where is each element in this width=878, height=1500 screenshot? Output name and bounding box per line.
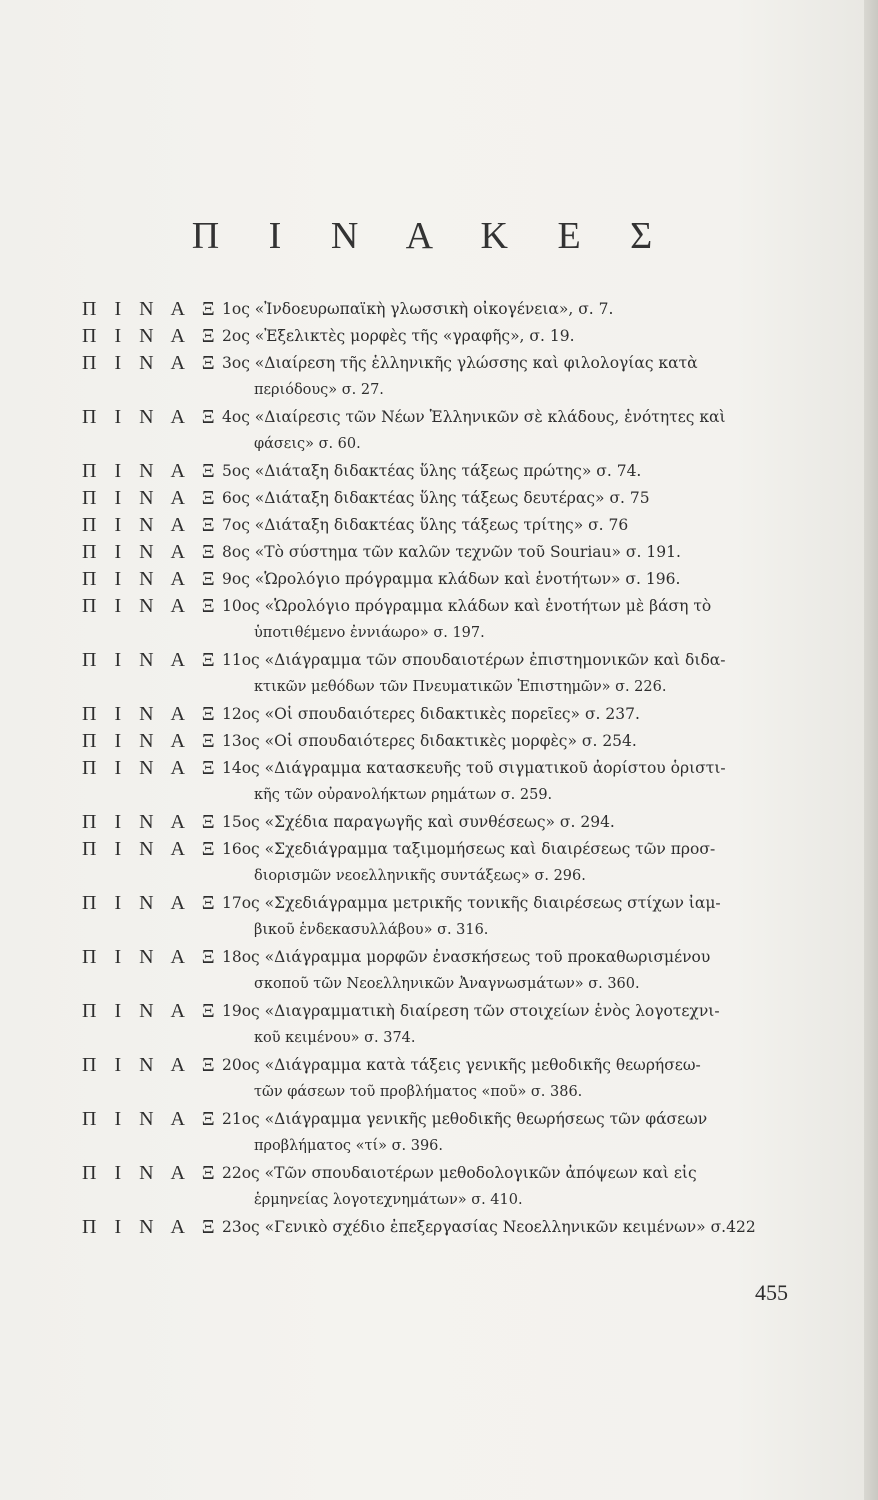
entry-line: 20ος «Διάγραμμα κατὰ τάξεις γενικῆς μεθοδικῆς θεωρήσεω- xyxy=(222,1056,701,1074)
entry-line-continuation: περιόδους» σ. 27. xyxy=(254,382,384,398)
entry-text xyxy=(222,836,802,890)
entry-text xyxy=(222,1052,802,1106)
entry-line: 19ος «Διαγραμματικὴ διαίρεση τῶν στοιχείων ἑνὸς λογοτεχνι- xyxy=(222,1002,720,1020)
entry-label: Π Ι Ν Α Ξ xyxy=(82,1054,222,1076)
entry-line-continuation: κοῦ κειμένου» σ. 374. xyxy=(254,1030,416,1046)
entry-label: Π Ι Ν Α Ξ xyxy=(82,406,222,428)
entry-line-continuation: προβλήματος «τί» σ. 396. xyxy=(254,1138,443,1154)
page-number: 455 xyxy=(755,1280,788,1305)
entry-text xyxy=(222,755,802,809)
entry-label: Π Ι Ν Α Ξ xyxy=(82,703,222,725)
entry-line-continuation: τῶν φάσεων τοῦ προβλήματος «ποῦ» σ. 386. xyxy=(254,1084,583,1100)
tables-list xyxy=(82,296,802,1241)
entry-text xyxy=(222,1160,802,1214)
entry-label: Π Ι Ν Α Ξ xyxy=(82,811,222,833)
entry-text xyxy=(222,458,802,485)
entry-label: Π Ι Ν Α Ξ xyxy=(82,298,222,320)
entry-line: 11ος «Διάγραμμα τῶν σπουδαιοτέρων ἐπιστημονικῶν καὶ διδα- xyxy=(222,651,726,669)
entry-text xyxy=(222,701,802,728)
entry-text xyxy=(222,566,802,593)
entry-label: Π Ι Ν Α Ξ xyxy=(82,1108,222,1130)
entry-text xyxy=(222,593,802,647)
entry-line-continuation: κτικῶν μεθόδων τῶν Πνευματικῶν Ἐπιστημῶν» σ. 226. xyxy=(254,679,667,695)
table-entry-21 xyxy=(82,1106,802,1160)
table-entry-15 xyxy=(82,809,802,836)
table-entry-7 xyxy=(82,512,802,539)
table-entry-12 xyxy=(82,701,802,728)
entry-text xyxy=(222,485,802,512)
entry-label: Π Ι Ν Α Ξ xyxy=(82,460,222,482)
table-entry-18 xyxy=(82,944,802,998)
table-entry-16 xyxy=(82,836,802,890)
entry-text xyxy=(222,296,802,323)
entry-text xyxy=(222,944,802,998)
entry-label: Π Ι Ν Α Ξ xyxy=(82,487,222,509)
table-entry-17 xyxy=(82,890,802,944)
entry-line: 6ος «Διάταξη διδακτέας ὕλης τάξεως δευτέρας» σ. 75 xyxy=(222,489,650,507)
page-title: Π Ι Ν Α Κ Ε Σ xyxy=(191,215,673,257)
table-entry-19 xyxy=(82,998,802,1052)
table-entry-9 xyxy=(82,566,802,593)
entry-label: Π Ι Ν Α Ξ xyxy=(82,649,222,671)
entry-line-continuation: ἑρμηνείας λογοτεχνημάτων» σ. 410. xyxy=(254,1192,523,1208)
entry-line-continuation: φάσεις» σ. 60. xyxy=(254,436,361,452)
entry-line-continuation: διορισμῶν νεοελληνικῆς συντάξεως» σ. 296. xyxy=(254,868,586,884)
entry-text xyxy=(222,728,802,755)
entry-text xyxy=(222,404,802,458)
table-entry-23 xyxy=(82,1214,802,1241)
entry-label: Π Ι Ν Α Ξ xyxy=(82,1162,222,1184)
entry-line: 23ος «Γενικὸ σχέδιο ἐπεξεργασίας Νεοελληνικῶν κειμένων» σ.422 xyxy=(222,1218,756,1236)
entry-text xyxy=(222,323,802,350)
entry-line: 22ος «Τῶν σπουδαιοτέρων μεθοδολογικῶν ἀπόψεων καὶ εἰς xyxy=(222,1164,697,1182)
entry-text xyxy=(222,647,802,701)
entry-label: Π Ι Ν Α Ξ xyxy=(82,892,222,914)
entry-text xyxy=(222,350,802,404)
entry-line: 4ος «Διαίρεσις τῶν Νέων Ἑλληνικῶν σὲ κλάδους, ἑνότητες καὶ xyxy=(222,408,726,426)
entry-text xyxy=(222,809,802,836)
entry-line: 16ος «Σχεδιάγραμμα ταξιμομήσεως καὶ διαιρέσεως τῶν προσ- xyxy=(222,840,716,858)
table-entry-20 xyxy=(82,1052,802,1106)
table-entry-14 xyxy=(82,755,802,809)
entry-line: 2ος «Ἐξελικτὲς μορφὲς τῆς «γραφῆς», σ. 19. xyxy=(222,327,575,345)
entry-text xyxy=(222,890,802,944)
table-entry-22 xyxy=(82,1160,802,1214)
entry-line: 13ος «Οἱ σπουδαιότερες διδακτικὲς μορφὲς» σ. 254. xyxy=(222,732,637,750)
entry-text xyxy=(222,512,802,539)
table-entry-6 xyxy=(82,485,802,512)
entry-text xyxy=(222,998,802,1052)
entry-label: Π Ι Ν Α Ξ xyxy=(82,568,222,590)
entry-label: Π Ι Ν Α Ξ xyxy=(82,1000,222,1022)
entry-line: 10ος «Ὡρολόγιο πρόγραμμα κλάδων καὶ ἑνοτήτων μὲ βάση τὸ xyxy=(222,597,712,615)
entry-line: 5ος «Διάταξη διδακτέας ὕλης τάξεως πρώτης» σ. 74. xyxy=(222,462,642,480)
entry-line-continuation: βικοῦ ἑνδεκασυλλάβου» σ. 316. xyxy=(254,922,489,938)
entry-line: 21ος «Διάγραμμα γενικῆς μεθοδικῆς θεωρήσεως τῶν φάσεων xyxy=(222,1110,708,1128)
entry-line: 17ος «Σχεδιάγραμμα μετρικῆς τονικῆς διαιρέσεως στίχων ἰαμ- xyxy=(222,894,721,912)
entry-line: 1ος «Ἰνδοευρωπαϊκὴ γλωσσικὴ οἰκογένεια», σ. 7. xyxy=(222,300,614,318)
table-entry-13 xyxy=(82,728,802,755)
entry-line-continuation: κῆς τῶν οὐρανολήκτων ρημάτων σ. 259. xyxy=(254,787,553,803)
entry-label: Π Ι Ν Α Ξ xyxy=(82,838,222,860)
entry-label: Π Ι Ν Α Ξ xyxy=(82,946,222,968)
entry-line-continuation: ὑποτιθέμενο ἐννιάωρο» σ. 197. xyxy=(254,625,485,641)
entry-line: 15ος «Σχέδια παραγωγῆς καὶ συνθέσεως» σ. 294. xyxy=(222,813,615,831)
table-entry-10 xyxy=(82,593,802,647)
table-entry-1 xyxy=(82,296,802,323)
entry-text xyxy=(222,539,802,566)
entry-line: 14ος «Διάγραμμα κατασκευῆς τοῦ σιγματικοῦ ἀορίστου ὁριστι- xyxy=(222,759,726,777)
entry-line: 9ος «Ὡρολόγιο πρόγραμμα κλάδων καὶ ἑνοτήτων» σ. 196. xyxy=(222,570,681,588)
table-entry-2 xyxy=(82,323,802,350)
table-entry-4 xyxy=(82,404,802,458)
table-entry-3 xyxy=(82,350,802,404)
entry-line: 3ος «Διαίρεση τῆς ἑλληνικῆς γλώσσης καὶ φιλολογίας κατὰ xyxy=(222,354,698,372)
entry-line: 18ος «Διάγραμμα μορφῶν ἐνασκήσεως τοῦ προκαθωρισμένου xyxy=(222,948,711,966)
table-entry-5 xyxy=(82,458,802,485)
table-entry-8 xyxy=(82,539,802,566)
entry-label: Π Ι Ν Α Ξ xyxy=(82,757,222,779)
entry-label: Π Ι Ν Α Ξ xyxy=(82,325,222,347)
entry-label: Π Ι Ν Α Ξ xyxy=(82,541,222,563)
entry-label: Π Ι Ν Α Ξ xyxy=(82,595,222,617)
entry-text xyxy=(222,1106,802,1160)
entry-label: Π Ι Ν Α Ξ xyxy=(82,514,222,536)
entry-line: 7ος «Διάταξη διδακτέας ὕλης τάξεως τρίτης» σ. 76 xyxy=(222,516,629,534)
entry-line-continuation: σκοποῦ τῶν Νεοελληνικῶν Ἀναγνωσμάτων» σ. 360. xyxy=(254,976,640,992)
entry-label: Π Ι Ν Α Ξ xyxy=(82,730,222,752)
page-edge xyxy=(864,0,878,1500)
entry-label: Π Ι Ν Α Ξ xyxy=(82,1216,222,1238)
entry-line: 8ος «Τὸ σύστημα τῶν καλῶν τεχνῶν τοῦ Souriau» σ. 191. xyxy=(222,543,681,561)
entry-line: 12ος «Οἱ σπουδαιότερες διδακτικὲς πορεῖες» σ. 237. xyxy=(222,705,640,723)
table-entry-11 xyxy=(82,647,802,701)
entry-text xyxy=(222,1214,802,1241)
entry-label: Π Ι Ν Α Ξ xyxy=(82,352,222,374)
